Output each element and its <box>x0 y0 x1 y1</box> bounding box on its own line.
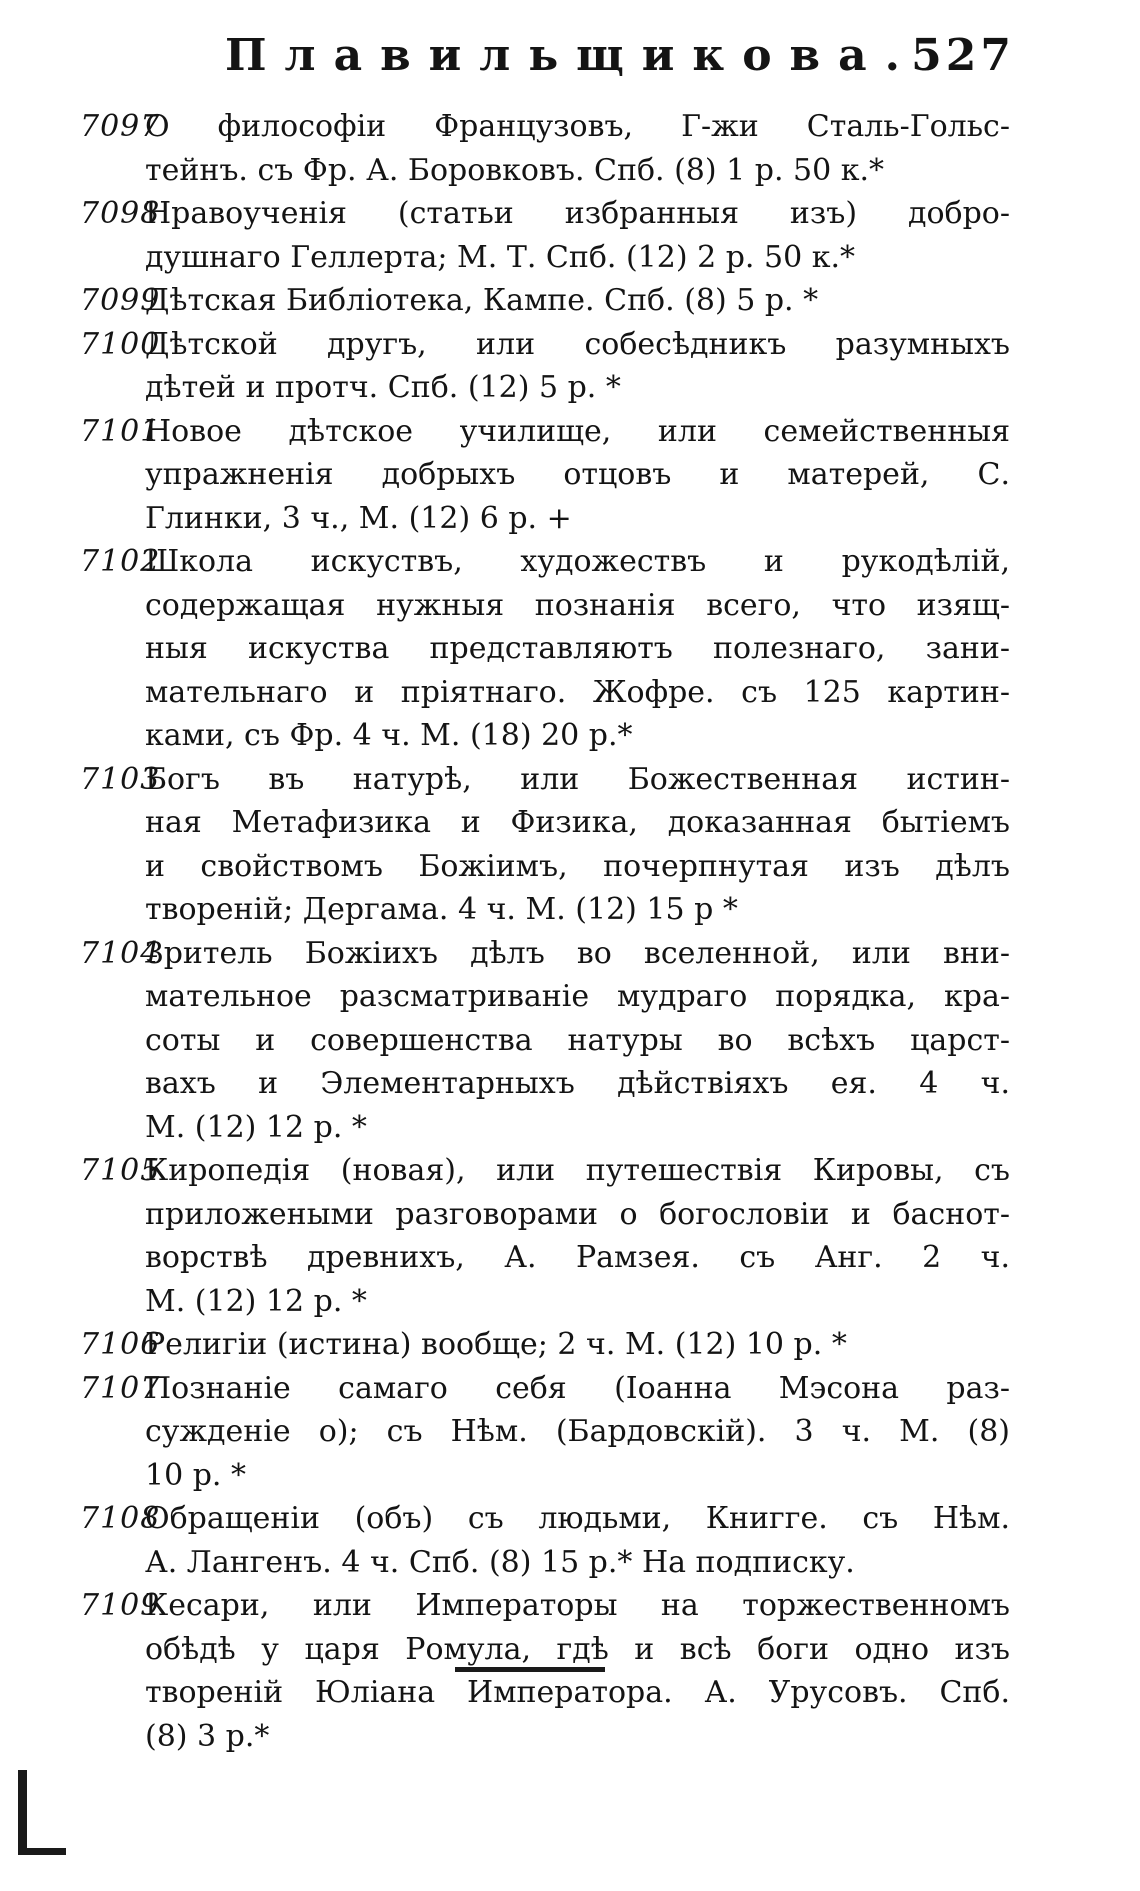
entry-text-line: Дѣтская Библіотека, Кампе. Спб. (8) 5 р. * <box>145 283 819 318</box>
entry-text-line: Зритель Божіихъ дѣлъ во вселенной, или вни- <box>145 935 1010 971</box>
entry-text-line: Кесари, или Императоры на торжественномъ <box>145 1588 1010 1623</box>
entry-number: 7099 <box>80 283 161 318</box>
entry-text-line: М. (12) 12 р. * <box>145 1283 367 1319</box>
margin-corner-mark-vertical <box>18 1770 27 1855</box>
entry-text-line: Обращеніи (объ) съ людьми, Книгге. съ Нѣм. <box>145 1501 1010 1536</box>
entry-number: 7108 <box>80 1501 161 1536</box>
margin-corner-mark-horizontal <box>18 1848 66 1855</box>
entry-number: 7098 <box>80 196 161 231</box>
catalog-entry <box>80 410 1010 541</box>
entry-text-line: приложеными разговорами о богословіи и баснот- <box>145 1196 1010 1232</box>
entry-text-line: ворствѣ древнихъ, А. Рамзея. съ Анг. 2 ч. <box>145 1240 1010 1275</box>
catalog-entry <box>80 540 1010 758</box>
entry-text-line: О философіи Французовъ, Г-жи Сталь-Гольс- <box>145 109 1010 144</box>
entry-text-line: Познаніе самаго себя (Іоанна Мэсона раз- <box>145 1370 1010 1406</box>
entry-text-line: Религіи (истина) вообще; 2 ч. М. (12) 10 р. * <box>145 1327 847 1362</box>
margin-corner-mark <box>18 1770 66 1855</box>
entry-text-line: Глинки, 3 ч., М. (12) 6 р. + <box>145 500 572 536</box>
catalog-entry <box>80 192 1010 279</box>
entry-text-line: Нравоученія (статьи избранныя изъ) добро- <box>145 196 1010 231</box>
entry-number: 7101 <box>80 413 161 449</box>
entry-text-line: М. (12) 12 р. * <box>145 1109 367 1145</box>
catalog-entry <box>80 1323 1010 1367</box>
entry-text-line: ная Метафизика и Физика, доказанная бытіемъ <box>145 805 1010 840</box>
catalog-entry <box>80 1497 1010 1584</box>
entry-text-line: дѣтей и протч. Спб. (12) 5 р. * <box>145 370 621 405</box>
entry-text-line: тейнъ. съ Фр. А. Боровковъ. Спб. (8) 1 р. 50 к.* <box>145 152 885 188</box>
entry-text-line: сужденіе о); съ Нѣм. (Бардовскій). 3 ч. М. (8) <box>145 1414 1010 1449</box>
entry-text-line: твореній; Дергама. 4 ч. М. (12) 15 р * <box>145 892 738 927</box>
entry-text-line: Богъ въ натурѣ, или Божественная истин- <box>145 761 1010 797</box>
entry-text-line: (8) 3 р.* <box>145 1718 270 1754</box>
end-rule <box>455 1667 605 1672</box>
running-title: Плавильщикова. <box>225 30 918 81</box>
entry-text-line: мательнаго и пріятнаго. Жофре. съ 125 картин- <box>145 674 1010 710</box>
catalog-entry <box>80 932 1010 1150</box>
entry-text-line: твореній Юліана Императора. А. Урусовъ. Спб. <box>145 1675 1010 1710</box>
entry-number: 7109 <box>80 1588 161 1623</box>
entry-text-line: обѣдѣ у царя Ромула, гдѣ и всѣ боги одно изъ <box>145 1631 1010 1667</box>
entry-text-line: упражненія добрыхъ отцовъ и матерей, С. <box>145 457 1010 492</box>
running-head <box>225 22 1015 92</box>
entry-text-line: Школа искуствъ, художествъ и рукодѣлій, <box>145 544 1010 579</box>
entry-text-line: Дѣтской другъ, или собесѣдникъ разумныхъ <box>145 326 1010 362</box>
catalog-entry <box>80 279 1010 323</box>
entry-number: 7103 <box>80 761 161 797</box>
entry-number: 7107 <box>80 1370 161 1406</box>
entry-text-line: вахъ и Элементарныхъ дѣйствіяхъ ея. 4 ч. <box>145 1066 1010 1101</box>
entry-text-line: А. Лангенъ. 4 ч. Спб. (8) 15 р.* На подписку. <box>145 1544 855 1580</box>
entry-text-line: душнаго Геллерта; М. Т. Спб. (12) 2 р. 50 к.* <box>145 239 855 275</box>
catalog-entry <box>80 1149 1010 1323</box>
entry-text-line: соты и совершенства натуры во всѣхъ царст- <box>145 1022 1010 1058</box>
entry-number: 7104 <box>80 935 161 971</box>
entry-text-line: Киропедія (новая), или путешествія Кировы, съ <box>145 1153 1010 1188</box>
entry-text-line: Новое дѣтское училище, или семейственныя <box>145 413 1010 449</box>
entry-number: 7106 <box>80 1327 161 1362</box>
entry-number: 7097 <box>80 109 161 144</box>
entry-number: 7100 <box>80 326 161 362</box>
page-number: 527 <box>911 30 1015 81</box>
entry-text-line: ками, съ Фр. 4 ч. М. (18) 20 р.* <box>145 718 633 753</box>
entry-text-line: содержащая нужныя познанія всего, что изящ- <box>145 587 1010 623</box>
entry-text-line: мательное разсматриваніе мудраго порядка, кра- <box>145 979 1010 1014</box>
catalog-entry <box>80 105 1010 192</box>
catalog-entry <box>80 758 1010 932</box>
entry-text-line: ныя искуства представляютъ полезнаго, зани- <box>145 631 1010 666</box>
catalog-entry <box>80 323 1010 410</box>
catalog-entry <box>80 1367 1010 1498</box>
entry-number: 7105 <box>80 1153 161 1188</box>
entry-text-line: 10 р. * <box>145 1457 246 1493</box>
catalog-entries <box>80 105 1010 1758</box>
entry-text-line: и свойствомъ Божіимъ, почерпнутая изъ дѣлъ <box>145 848 1010 884</box>
entry-number: 7102 <box>80 544 161 579</box>
